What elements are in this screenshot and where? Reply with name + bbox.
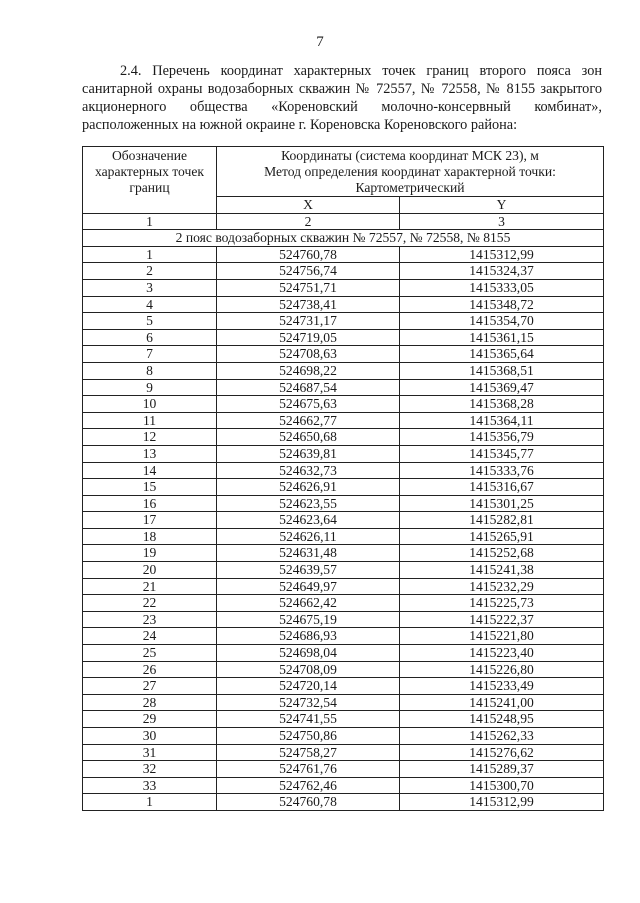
x-coordinate-cell: 524698,22 xyxy=(217,362,400,379)
table-row xyxy=(83,728,604,745)
x-coordinate-cell: 524750,86 xyxy=(217,728,400,745)
point-number-cell: 15 xyxy=(83,479,217,496)
y-coordinate-cell: 1415312,99 xyxy=(400,794,604,811)
table-row xyxy=(83,362,604,379)
y-coordinate-cell: 1415301,25 xyxy=(400,495,604,512)
point-number-cell: 21 xyxy=(83,578,217,595)
x-coordinate-cell: 524762,46 xyxy=(217,777,400,794)
y-coordinate-cell: 1415226,80 xyxy=(400,661,604,678)
x-coordinate-cell: 524760,78 xyxy=(217,246,400,263)
table-row xyxy=(83,379,604,396)
y-coordinate-cell: 1415222,37 xyxy=(400,611,604,628)
table-row xyxy=(83,744,604,761)
x-coordinate-cell: 524662,42 xyxy=(217,595,400,612)
table-row xyxy=(83,661,604,678)
x-coordinate-cell: 524751,71 xyxy=(217,279,400,296)
y-coordinate-cell: 1415364,11 xyxy=(400,412,604,429)
x-coordinate-cell: 524708,09 xyxy=(217,661,400,678)
point-number-cell: 20 xyxy=(83,562,217,579)
x-coordinate-cell: 524698,04 xyxy=(217,645,400,662)
point-number-cell: 27 xyxy=(83,678,217,695)
table-row xyxy=(83,777,604,794)
y-coordinate-cell: 1415241,38 xyxy=(400,562,604,579)
x-coordinate-cell: 524758,27 xyxy=(217,744,400,761)
table-row xyxy=(83,528,604,545)
point-number-cell: 5 xyxy=(83,313,217,330)
coordinates-table-body xyxy=(83,147,604,811)
y-coordinate-cell: 1415300,70 xyxy=(400,777,604,794)
table-row xyxy=(83,711,604,728)
table-column-numbers-row xyxy=(83,213,604,230)
table-header-row xyxy=(83,147,604,197)
y-coordinate-cell: 1415324,37 xyxy=(400,263,604,280)
table-row xyxy=(83,678,604,695)
y-coordinate-cell: 1415289,37 xyxy=(400,761,604,778)
y-coordinate-cell: 1415248,95 xyxy=(400,711,604,728)
point-number-cell: 25 xyxy=(83,645,217,662)
x-coordinate-cell: 524631,48 xyxy=(217,545,400,562)
x-coordinate-cell: 524732,54 xyxy=(217,694,400,711)
table-row xyxy=(83,279,604,296)
point-number-cell: 19 xyxy=(83,545,217,562)
point-number-cell: 29 xyxy=(83,711,217,728)
x-coordinate-cell: 524675,63 xyxy=(217,396,400,413)
x-coordinate-cell: 524686,93 xyxy=(217,628,400,645)
y-coordinate-cell: 1415368,28 xyxy=(400,396,604,413)
table-row xyxy=(83,595,604,612)
point-number-cell: 16 xyxy=(83,495,217,512)
point-number-cell: 26 xyxy=(83,661,217,678)
column-number-1: 1 xyxy=(83,213,217,230)
header-coords-cell xyxy=(217,147,604,197)
x-coordinate-cell: 524741,55 xyxy=(217,711,400,728)
header-point-cell: Обозначение характерных точек границ xyxy=(83,147,217,214)
table-row xyxy=(83,512,604,529)
y-coordinate-cell: 1415312,99 xyxy=(400,246,604,263)
table-row xyxy=(83,645,604,662)
table-row xyxy=(83,396,604,413)
table-row xyxy=(83,329,604,346)
table-row xyxy=(83,313,604,330)
y-coordinate-cell: 1415361,15 xyxy=(400,329,604,346)
table-row xyxy=(83,462,604,479)
x-coordinate-cell: 524761,76 xyxy=(217,761,400,778)
table-row xyxy=(83,578,604,595)
section-title-cell: 2 пояс водозаборных скважин № 72557, № 72558, № 8155 xyxy=(83,230,604,247)
point-number-cell: 31 xyxy=(83,744,217,761)
point-number-cell: 23 xyxy=(83,611,217,628)
point-number-cell: 7 xyxy=(83,346,217,363)
coordinates-table xyxy=(82,146,604,811)
y-coordinate-cell: 1415365,64 xyxy=(400,346,604,363)
y-coordinate-cell: 1415333,76 xyxy=(400,462,604,479)
point-number-cell: 30 xyxy=(83,728,217,745)
table-row xyxy=(83,761,604,778)
header-coords-line2: Метод определения координат характерной точки: xyxy=(264,164,556,179)
point-number-cell: 1 xyxy=(83,794,217,811)
point-number-cell: 13 xyxy=(83,445,217,462)
table-section-row xyxy=(83,230,604,247)
point-number-cell: 14 xyxy=(83,462,217,479)
x-coordinate-cell: 524731,17 xyxy=(217,313,400,330)
table-row xyxy=(83,545,604,562)
x-coordinate-cell: 524720,14 xyxy=(217,678,400,695)
table-row xyxy=(83,495,604,512)
x-coordinate-cell: 524738,41 xyxy=(217,296,400,313)
x-coordinate-cell: 524760,78 xyxy=(217,794,400,811)
x-coordinate-cell: 524639,81 xyxy=(217,445,400,462)
header-coords-line1: Координаты (система координат МСК 23), м xyxy=(281,148,539,163)
point-number-cell: 33 xyxy=(83,777,217,794)
x-coordinate-cell: 524650,68 xyxy=(217,429,400,446)
y-coordinate-cell: 1415282,81 xyxy=(400,512,604,529)
y-coordinate-cell: 1415356,79 xyxy=(400,429,604,446)
y-coordinate-cell: 1415262,33 xyxy=(400,728,604,745)
table-row xyxy=(83,611,604,628)
point-number-cell: 3 xyxy=(83,279,217,296)
table-row xyxy=(83,296,604,313)
y-coordinate-cell: 1415333,05 xyxy=(400,279,604,296)
x-coordinate-cell: 524623,55 xyxy=(217,495,400,512)
table-row xyxy=(83,562,604,579)
point-number-cell: 11 xyxy=(83,412,217,429)
point-number-cell: 9 xyxy=(83,379,217,396)
intro-text: 2.4. Перечень координат характерных точек границ второго пояса зон санитарной охраны водозаборных скважин № 72557, № 72558, № 8155 закрытого акционерного общества «Кореновский молочно-консервный комбинат», расположенных на южной окраине г. Кореновска Кореновского района: xyxy=(82,63,602,133)
table-row xyxy=(83,429,604,446)
point-number-cell: 2 xyxy=(83,263,217,280)
y-coordinate-cell: 1415233,49 xyxy=(400,678,604,695)
y-coordinate-cell: 1415221,80 xyxy=(400,628,604,645)
y-coordinate-cell: 1415223,40 xyxy=(400,645,604,662)
table-row xyxy=(83,479,604,496)
point-number-cell: 12 xyxy=(83,429,217,446)
point-number-cell: 6 xyxy=(83,329,217,346)
column-number-2: 2 xyxy=(217,213,400,230)
y-coordinate-cell: 1415368,51 xyxy=(400,362,604,379)
y-coordinate-cell: 1415276,62 xyxy=(400,744,604,761)
intro-paragraph xyxy=(82,62,602,134)
table-row xyxy=(83,263,604,280)
x-coordinate-cell: 524639,57 xyxy=(217,562,400,579)
header-x-cell: X xyxy=(217,197,400,214)
table-row xyxy=(83,246,604,263)
x-coordinate-cell: 524623,64 xyxy=(217,512,400,529)
table-row xyxy=(83,694,604,711)
point-number-cell: 10 xyxy=(83,396,217,413)
point-number-cell: 1 xyxy=(83,246,217,263)
x-coordinate-cell: 524687,54 xyxy=(217,379,400,396)
y-coordinate-cell: 1415348,72 xyxy=(400,296,604,313)
table-row xyxy=(83,628,604,645)
point-number-cell: 22 xyxy=(83,595,217,612)
y-coordinate-cell: 1415345,77 xyxy=(400,445,604,462)
page-number: 7 xyxy=(316,34,324,50)
x-coordinate-cell: 524626,11 xyxy=(217,528,400,545)
y-coordinate-cell: 1415252,68 xyxy=(400,545,604,562)
x-coordinate-cell: 524649,97 xyxy=(217,578,400,595)
x-coordinate-cell: 524719,05 xyxy=(217,329,400,346)
table-row xyxy=(83,794,604,811)
y-coordinate-cell: 1415232,29 xyxy=(400,578,604,595)
table-row xyxy=(83,346,604,363)
table-row xyxy=(83,412,604,429)
y-coordinate-cell: 1415265,91 xyxy=(400,528,604,545)
point-number-cell: 24 xyxy=(83,628,217,645)
y-coordinate-cell: 1415225,73 xyxy=(400,595,604,612)
x-coordinate-cell: 524756,74 xyxy=(217,263,400,280)
y-coordinate-cell: 1415369,47 xyxy=(400,379,604,396)
point-number-cell: 28 xyxy=(83,694,217,711)
y-coordinate-cell: 1415316,67 xyxy=(400,479,604,496)
point-number-cell: 32 xyxy=(83,761,217,778)
y-coordinate-cell: 1415241,00 xyxy=(400,694,604,711)
point-number-cell: 4 xyxy=(83,296,217,313)
point-number-cell: 17 xyxy=(83,512,217,529)
x-coordinate-cell: 524662,77 xyxy=(217,412,400,429)
table-row xyxy=(83,445,604,462)
x-coordinate-cell: 524632,73 xyxy=(217,462,400,479)
x-coordinate-cell: 524626,91 xyxy=(217,479,400,496)
header-y-cell: Y xyxy=(400,197,604,214)
x-coordinate-cell: 524675,19 xyxy=(217,611,400,628)
point-number-cell: 8 xyxy=(83,362,217,379)
column-number-3: 3 xyxy=(400,213,604,230)
x-coordinate-cell: 524708,63 xyxy=(217,346,400,363)
header-coords-line3: Картометрический xyxy=(355,180,465,195)
y-coordinate-cell: 1415354,70 xyxy=(400,313,604,330)
point-number-cell: 18 xyxy=(83,528,217,545)
